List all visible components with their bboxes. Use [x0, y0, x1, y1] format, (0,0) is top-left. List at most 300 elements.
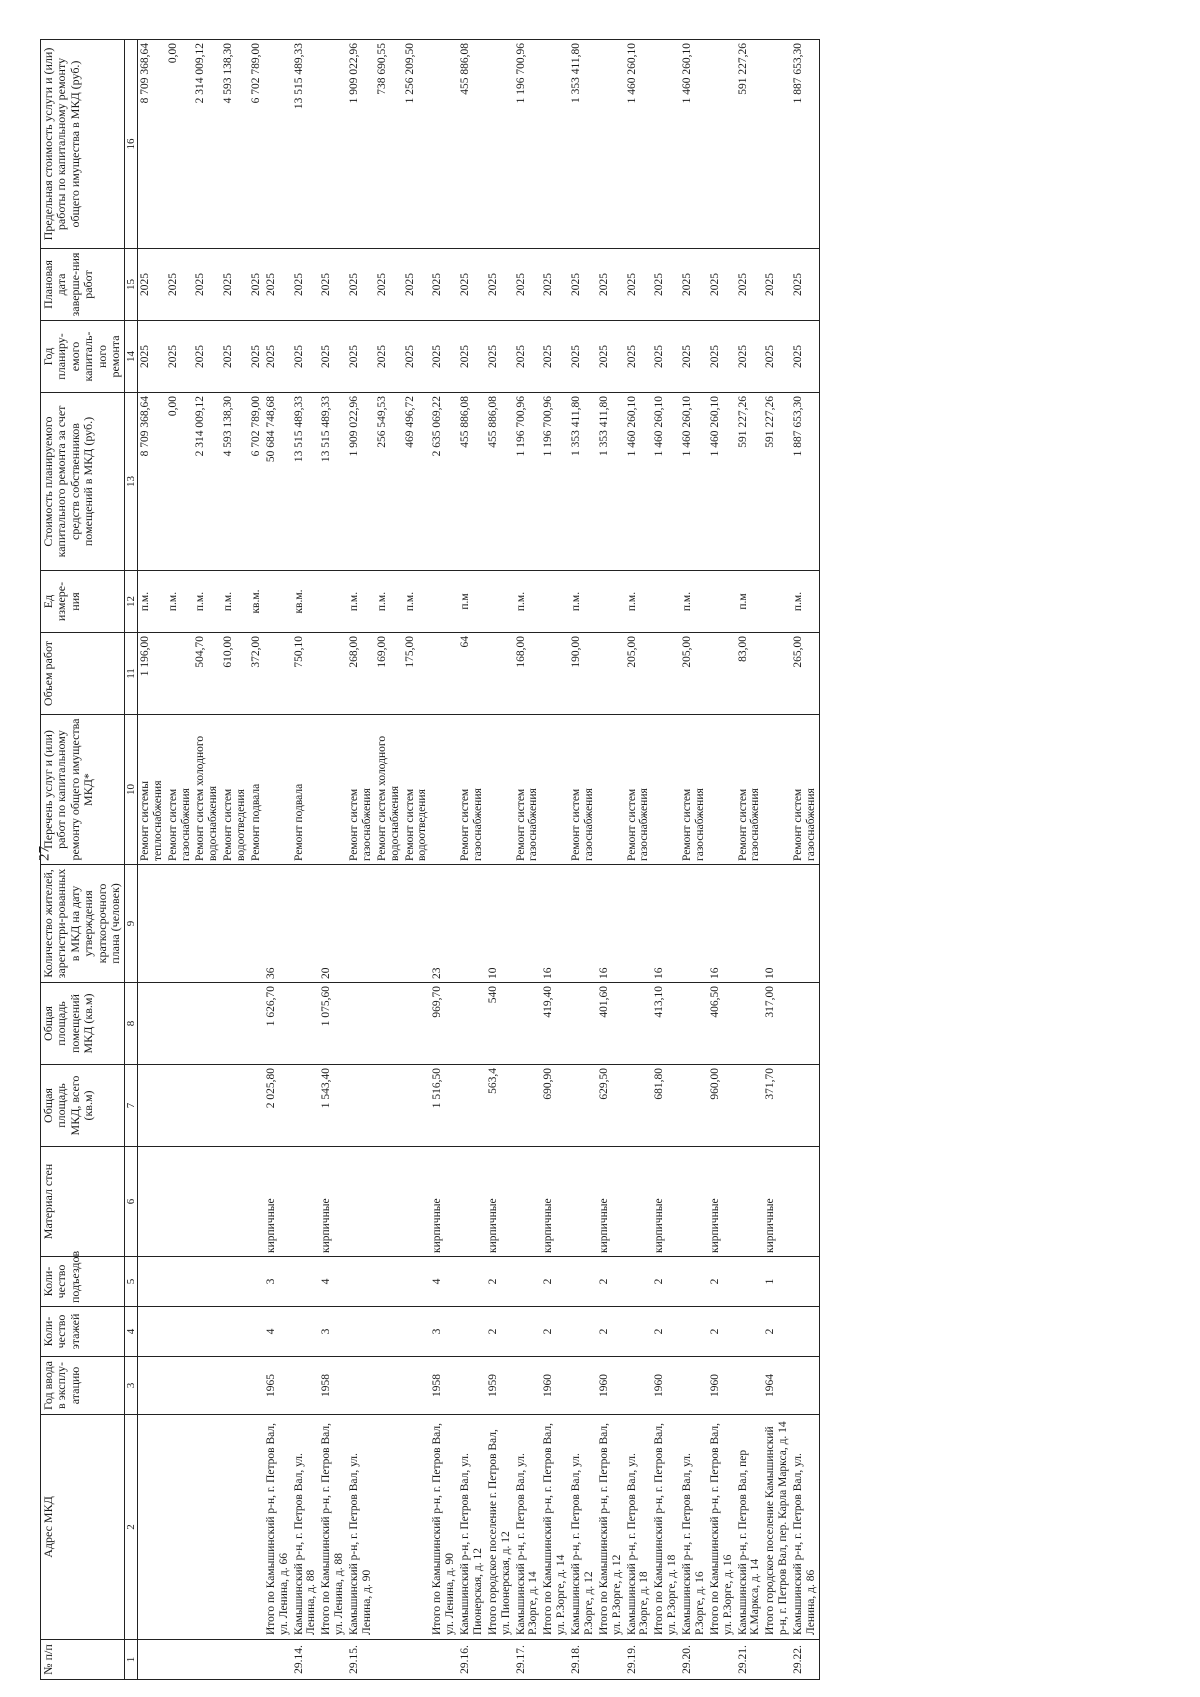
cell-wall-material [166, 1147, 194, 1257]
cell-cost: 455 886,08 [486, 393, 514, 571]
cell-floors [137, 1307, 165, 1357]
cell-wall-material [514, 1147, 542, 1257]
cell-wall-material: кирпичные [541, 1147, 569, 1257]
cell-entrances [249, 1257, 264, 1307]
cell-work-volume: 64 [458, 633, 486, 715]
cell-floors: 3 [319, 1307, 347, 1357]
cell-end-date: 2025 [736, 249, 764, 321]
table-row [319, 40, 347, 1680]
cell-end-date: 2025 [791, 249, 819, 321]
cell-premises-area: 413,10 [652, 983, 680, 1065]
table-row [375, 40, 403, 1680]
column-header: Материал стен [41, 1147, 125, 1257]
cell-work-type: Ремонт систем газоснабжения [347, 715, 375, 865]
cell-limit-cost: 4 593 138,30 [221, 40, 249, 249]
cell-year-built [375, 1357, 403, 1415]
cell-no [708, 1640, 736, 1680]
cell-entrances [680, 1257, 708, 1307]
cell-entrances [292, 1257, 320, 1307]
cell-entrances: 2 [486, 1257, 514, 1307]
cell-wall-material: кирпичные [486, 1147, 514, 1257]
cell-total-area [791, 1065, 819, 1147]
cell-year-built [514, 1357, 542, 1415]
cell-unit [319, 571, 347, 633]
cell-entrances: 3 [264, 1257, 292, 1307]
column-number: 1 [124, 1640, 137, 1680]
cell-limit-cost [264, 40, 292, 249]
cell-plan-year: 2025 [319, 321, 347, 393]
table-row [514, 40, 542, 1680]
cell-plan-year: 2025 [569, 321, 597, 393]
cell-unit: кв.м. [292, 571, 320, 633]
cell-limit-cost: 0,00 [166, 40, 194, 249]
column-number: 13 [124, 393, 137, 571]
cell-no [137, 1640, 165, 1680]
cell-floors [458, 1307, 486, 1357]
cell-unit [763, 571, 791, 633]
cell-work-volume [541, 633, 569, 715]
cell-floors [625, 1307, 653, 1357]
cell-work-volume: 265,00 [791, 633, 819, 715]
cell-work-type: Ремонт систем газоснабжения [736, 715, 764, 865]
cell-total-area: 563,4 [486, 1065, 514, 1147]
cell-floors [375, 1307, 403, 1357]
cell-year-built [458, 1357, 486, 1415]
cell-total-area [458, 1065, 486, 1147]
cell-work-volume [708, 633, 736, 715]
cell-cost: 591 227,26 [763, 393, 791, 571]
cell-wall-material [292, 1147, 320, 1257]
cell-total-area: 1 543,40 [319, 1065, 347, 1147]
cell-premises-area [193, 983, 221, 1065]
cell-year-built [249, 1357, 264, 1415]
cell-unit: п.м. [403, 571, 431, 633]
page-number: 27 [36, 846, 53, 861]
cell-unit: п.м. [375, 571, 403, 633]
cell-limit-cost: 1 460 260,10 [680, 40, 708, 249]
cell-address: Камышинский р-н, г. Петров Вал, ул. Ленина, д. 90 [347, 1415, 375, 1640]
cell-total-area: 2 025,80 [264, 1065, 292, 1147]
cell-residents [569, 865, 597, 983]
column-number: 16 [124, 40, 137, 249]
cell-wall-material: кирпичные [264, 1147, 292, 1257]
cell-no: 29.20. [680, 1640, 708, 1680]
cell-premises-area: 969,70 [430, 983, 458, 1065]
cell-work-volume: 1 196,00 [137, 633, 165, 715]
table-row [166, 40, 194, 1680]
cell-entrances [514, 1257, 542, 1307]
cell-work-type [763, 715, 791, 865]
cell-limit-cost [708, 40, 736, 249]
cell-residents [137, 865, 165, 983]
cell-floors [680, 1307, 708, 1357]
cell-residents: 23 [430, 865, 458, 983]
cell-cost: 1 460 260,10 [652, 393, 680, 571]
cell-work-type: Ремонт систем холодного водоснабжения [375, 715, 403, 865]
cell-limit-cost: 1 196 700,96 [514, 40, 542, 249]
cell-premises-area [375, 983, 403, 1065]
cell-premises-area: 401,60 [597, 983, 625, 1065]
cell-unit: п.м. [166, 571, 194, 633]
cell-cost: 1 460 260,10 [708, 393, 736, 571]
table-row [249, 40, 264, 1680]
cell-address [403, 1415, 431, 1640]
column-header: Коли-чество этажей [41, 1307, 125, 1357]
column-header: Общая площадь помещений МКД (кв.м) [41, 983, 125, 1065]
cell-end-date: 2025 [625, 249, 653, 321]
cell-address: Итого по Камышинский р-н, г. Петров Вал, ул. Ленина, д. 88 [319, 1415, 347, 1640]
cell-floors: 2 [486, 1307, 514, 1357]
cell-total-area: 1 516,50 [430, 1065, 458, 1147]
cell-residents: 16 [597, 865, 625, 983]
column-number: 11 [124, 633, 137, 715]
cell-wall-material: кирпичные [430, 1147, 458, 1257]
cell-end-date: 2025 [597, 249, 625, 321]
cell-cost: 591 227,26 [736, 393, 764, 571]
cell-end-date: 2025 [541, 249, 569, 321]
cell-total-area: 681,80 [652, 1065, 680, 1147]
cell-year-built: 1959 [486, 1357, 514, 1415]
cell-end-date: 2025 [486, 249, 514, 321]
cell-unit: п.м. [791, 571, 819, 633]
cell-floors [249, 1307, 264, 1357]
cell-unit [541, 571, 569, 633]
cell-total-area [292, 1065, 320, 1147]
cell-residents: 10 [486, 865, 514, 983]
cell-wall-material [736, 1147, 764, 1257]
cell-entrances: 4 [430, 1257, 458, 1307]
cell-unit [486, 571, 514, 633]
cell-unit [597, 571, 625, 633]
cell-end-date: 2025 [166, 249, 194, 321]
cell-wall-material: кирпичные [319, 1147, 347, 1257]
column-header: Плановая дата заверше-ния работ [41, 249, 125, 321]
cell-premises-area: 1 626,70 [264, 983, 292, 1065]
cell-plan-year: 2025 [486, 321, 514, 393]
cell-work-type [486, 715, 514, 865]
cell-total-area: 690,90 [541, 1065, 569, 1147]
cell-residents [166, 865, 194, 983]
cell-entrances [193, 1257, 221, 1307]
cell-wall-material [347, 1147, 375, 1257]
cell-residents: 16 [708, 865, 736, 983]
cell-end-date: 2025 [680, 249, 708, 321]
cell-address [375, 1415, 403, 1640]
cell-limit-cost [486, 40, 514, 249]
cell-floors: 2 [541, 1307, 569, 1357]
cell-end-date: 2025 [221, 249, 249, 321]
cell-no [763, 1640, 791, 1680]
cell-no [652, 1640, 680, 1680]
cell-work-volume [319, 633, 347, 715]
header-row [41, 40, 125, 1680]
cell-year-built [403, 1357, 431, 1415]
cell-end-date: 2025 [763, 249, 791, 321]
cell-cost: 256 549,53 [375, 393, 403, 571]
cell-unit: п.м. [569, 571, 597, 633]
cell-premises-area [736, 983, 764, 1065]
cell-address [193, 1415, 221, 1640]
cell-residents [249, 865, 264, 983]
cell-plan-year: 2025 [249, 321, 264, 393]
cell-address: Итого городское поселение Камышинский р-н, г. Петров Вал, пер. Карла Маркса, д. 14 [763, 1415, 791, 1640]
cell-entrances [137, 1257, 165, 1307]
cell-premises-area [137, 983, 165, 1065]
cell-entrances [625, 1257, 653, 1307]
cell-plan-year: 2025 [347, 321, 375, 393]
cell-floors [221, 1307, 249, 1357]
column-number: 15 [124, 249, 137, 321]
cell-work-type: Ремонт систем газоснабжения [166, 715, 194, 865]
cell-residents: 16 [541, 865, 569, 983]
cell-premises-area [292, 983, 320, 1065]
cell-year-built [166, 1357, 194, 1415]
cell-work-volume: 268,00 [347, 633, 375, 715]
column-number: 8 [124, 983, 137, 1065]
cell-total-area [514, 1065, 542, 1147]
cell-work-volume: 169,00 [375, 633, 403, 715]
cell-plan-year: 2025 [736, 321, 764, 393]
cell-entrances: 2 [541, 1257, 569, 1307]
column-number: 7 [124, 1065, 137, 1147]
cell-wall-material: кирпичные [597, 1147, 625, 1257]
cell-work-volume [652, 633, 680, 715]
column-header: Количество жителей, зарегистри-рованных в МКД на дату утверждения краткосрочного плана (человек) [41, 865, 125, 983]
cell-limit-cost: 591 227,26 [736, 40, 764, 249]
cell-year-built [625, 1357, 653, 1415]
cell-end-date: 2025 [430, 249, 458, 321]
cell-work-type [597, 715, 625, 865]
cell-year-built [791, 1357, 819, 1415]
cell-work-type: Ремонт систем газоснабжения [458, 715, 486, 865]
cell-premises-area [221, 983, 249, 1065]
cell-total-area: 960,00 [708, 1065, 736, 1147]
cell-address: Итого по Камышинский р-н, г. Петров Вал, ул. Ленина, д. 66 [264, 1415, 292, 1640]
cell-wall-material: кирпичные [708, 1147, 736, 1257]
column-header: Ед измере-ния [41, 571, 125, 633]
cell-year-built [193, 1357, 221, 1415]
cell-year-built: 1958 [319, 1357, 347, 1415]
cell-work-volume: 83,00 [736, 633, 764, 715]
column-header: Перечень услуг и (или) работ по капитальному ремонту общего имущества МКД* [41, 715, 125, 865]
cell-year-built: 1965 [264, 1357, 292, 1415]
column-number: 4 [124, 1307, 137, 1357]
cell-limit-cost: 1 460 260,10 [625, 40, 653, 249]
cell-floors: 3 [430, 1307, 458, 1357]
cell-no [486, 1640, 514, 1680]
cell-no [430, 1640, 458, 1680]
cell-unit: кв.м. [249, 571, 264, 633]
cell-year-built [736, 1357, 764, 1415]
column-header: Адрес МКД [41, 1415, 125, 1640]
table-row [569, 40, 597, 1680]
cell-address [166, 1415, 194, 1640]
column-number: 10 [124, 715, 137, 865]
cell-plan-year: 2025 [137, 321, 165, 393]
cell-work-volume: 372,00 [249, 633, 264, 715]
cell-no: 29.14. [292, 1640, 320, 1680]
cell-limit-cost [541, 40, 569, 249]
cell-work-type: Ремонт систем водоотведения [403, 715, 431, 865]
table-row [193, 40, 221, 1680]
cell-no: 29.21. [736, 1640, 764, 1680]
cell-unit [430, 571, 458, 633]
cell-work-volume [430, 633, 458, 715]
cell-cost: 2 314 009,12 [193, 393, 221, 571]
column-header: Общая площадь МКД, всего (кв.м) [41, 1065, 125, 1147]
cell-work-volume: 175,00 [403, 633, 431, 715]
cell-cost: 1 353 411,80 [569, 393, 597, 571]
cell-total-area [736, 1065, 764, 1147]
table-row [652, 40, 680, 1680]
cell-address [249, 1415, 264, 1640]
cell-work-volume [763, 633, 791, 715]
cell-plan-year: 2025 [763, 321, 791, 393]
cell-cost: 1 460 260,10 [680, 393, 708, 571]
cell-no: 29.22. [791, 1640, 819, 1680]
cell-premises-area [166, 983, 194, 1065]
cell-work-volume: 610,00 [221, 633, 249, 715]
cell-total-area [137, 1065, 165, 1147]
cell-premises-area [249, 983, 264, 1065]
cell-total-area [403, 1065, 431, 1147]
cell-cost: 1 353 411,80 [597, 393, 625, 571]
cell-unit: п.м [458, 571, 486, 633]
cell-limit-cost: 2 314 009,12 [193, 40, 221, 249]
cell-wall-material [193, 1147, 221, 1257]
cell-no [221, 1640, 249, 1680]
cell-residents: 20 [319, 865, 347, 983]
cell-premises-area [625, 983, 653, 1065]
cell-total-area [680, 1065, 708, 1147]
cell-floors [514, 1307, 542, 1357]
table-row [347, 40, 375, 1680]
cell-floors [292, 1307, 320, 1357]
column-number: 6 [124, 1147, 137, 1257]
cell-no: 29.18. [569, 1640, 597, 1680]
table-row [292, 40, 320, 1680]
cell-premises-area: 1 075,60 [319, 983, 347, 1065]
cell-total-area [375, 1065, 403, 1147]
cell-floors [403, 1307, 431, 1357]
cell-work-volume [597, 633, 625, 715]
cell-plan-year: 2025 [541, 321, 569, 393]
cell-residents: 10 [763, 865, 791, 983]
cell-cost: 455 886,08 [458, 393, 486, 571]
cell-limit-cost: 1 353 411,80 [569, 40, 597, 249]
cell-work-volume [166, 633, 194, 715]
cell-year-built: 1960 [652, 1357, 680, 1415]
cell-year-built [137, 1357, 165, 1415]
cell-no [541, 1640, 569, 1680]
cell-work-type [264, 715, 292, 865]
cell-unit: п.м. [680, 571, 708, 633]
cell-residents [791, 865, 819, 983]
cell-unit: п.м. [193, 571, 221, 633]
column-number: 12 [124, 571, 137, 633]
cell-year-built: 1960 [708, 1357, 736, 1415]
cell-address: Итого по Камышинский р-н, г. Петров Вал, ул. Р.Зорге, д. 12 [597, 1415, 625, 1640]
cell-work-volume: 190,00 [569, 633, 597, 715]
cell-premises-area: 419,40 [541, 983, 569, 1065]
cell-plan-year: 2025 [430, 321, 458, 393]
cell-plan-year: 2025 [514, 321, 542, 393]
table-row [763, 40, 791, 1680]
cell-no: 29.17. [514, 1640, 542, 1680]
cell-work-type: Ремонт систем газоснабжения [625, 715, 653, 865]
cell-work-volume: 504,70 [193, 633, 221, 715]
cell-floors: 2 [597, 1307, 625, 1357]
cell-premises-area [791, 983, 819, 1065]
table-row [708, 40, 736, 1680]
cell-year-built [221, 1357, 249, 1415]
cell-limit-cost: 738 690,55 [375, 40, 403, 249]
cell-address: Камышинский р-н, г. Петров Вал, ул. Р.Зорге, д. 16 [680, 1415, 708, 1640]
cell-plan-year: 2025 [708, 321, 736, 393]
cell-work-type: Ремонт систем холодного водоснабжения [193, 715, 221, 865]
cell-wall-material [375, 1147, 403, 1257]
cell-address: Камышинский р-н, г. Петров Вал, ул. Ленина, д. 86 [791, 1415, 819, 1640]
cell-no [249, 1640, 264, 1680]
cell-wall-material: кирпичные [652, 1147, 680, 1257]
rotated-page [40, 40, 1170, 1680]
cell-entrances [221, 1257, 249, 1307]
cell-wall-material [458, 1147, 486, 1257]
cell-address: Камышинский р-н, г. Петров Вал, ул. Ленина, д. 88 [292, 1415, 320, 1640]
column-number: 2 [124, 1415, 137, 1640]
cell-limit-cost [763, 40, 791, 249]
cell-premises-area: 540 [486, 983, 514, 1065]
table-body [137, 40, 819, 1680]
cell-plan-year: 2025 [403, 321, 431, 393]
cell-cost: 4 593 138,30 [221, 393, 249, 571]
cell-work-type [319, 715, 347, 865]
cell-plan-year: 2025 [193, 321, 221, 393]
cell-cost: 13 515 489,33 [292, 393, 320, 571]
cell-entrances [403, 1257, 431, 1307]
cell-floors [193, 1307, 221, 1357]
cell-floors: 2 [652, 1307, 680, 1357]
cell-entrances [166, 1257, 194, 1307]
cell-wall-material [403, 1147, 431, 1257]
cell-end-date: 2025 [292, 249, 320, 321]
cell-end-date: 2025 [347, 249, 375, 321]
cell-end-date: 2025 [458, 249, 486, 321]
cell-plan-year: 2025 [264, 321, 292, 393]
cell-no [193, 1640, 221, 1680]
table-row [264, 40, 292, 1680]
cell-limit-cost: 455 886,08 [458, 40, 486, 249]
cell-address: Камышинский р-н, г. Петров Вал, ул. Р.Зорге, д. 12 [569, 1415, 597, 1640]
cell-limit-cost: 1 909 022,96 [347, 40, 375, 249]
cell-entrances [458, 1257, 486, 1307]
column-number: 3 [124, 1357, 137, 1415]
cell-entrances: 4 [319, 1257, 347, 1307]
cell-limit-cost: 8 709 368,64 [137, 40, 165, 249]
cell-residents [375, 865, 403, 983]
cell-no [403, 1640, 431, 1680]
cell-year-built [680, 1357, 708, 1415]
cell-cost: 2 635 069,22 [430, 393, 458, 571]
table-row [791, 40, 819, 1680]
table-row [736, 40, 764, 1680]
table-row [403, 40, 431, 1680]
cell-end-date: 2025 [403, 249, 431, 321]
cell-cost: 8 709 368,64 [137, 393, 165, 571]
column-header: Год планиру-емого капиталь-ного ремонта [41, 321, 125, 393]
cell-entrances: 1 [763, 1257, 791, 1307]
cell-unit [264, 571, 292, 633]
